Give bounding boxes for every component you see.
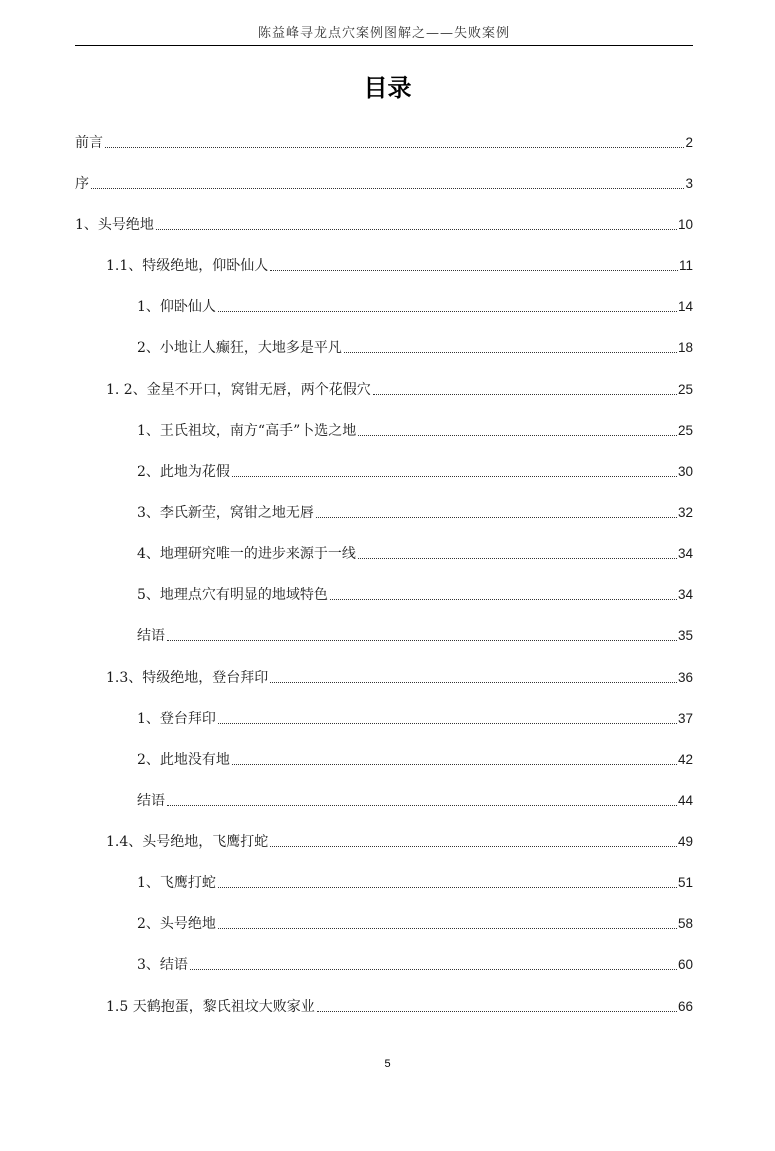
toc-entry-section-1-3[interactable] (106, 665, 693, 687)
toc-entry-label: 4、地理研究唯一的进步来源于一线 (137, 546, 356, 562)
dot-leader (105, 147, 684, 148)
toc-entry-conclusion[interactable] (137, 788, 693, 810)
toc-entry-page: 58 (677, 916, 693, 931)
toc-entry-subsection[interactable] (137, 706, 693, 728)
dot-leader (218, 887, 677, 888)
page-number: 5 (384, 1058, 391, 1070)
dot-leader (156, 229, 677, 230)
dot-leader (317, 1011, 677, 1012)
toc-entry-subsection[interactable] (137, 952, 693, 974)
toc-entry-subsection[interactable] (137, 582, 693, 604)
toc-entry-page: 35 (677, 628, 693, 643)
toc-entry-page: 2 (685, 135, 693, 150)
toc-entry-section-1-2[interactable] (106, 377, 693, 399)
toc-entry-label: 2、此地没有地 (137, 752, 230, 768)
toc-entry-section-1-4[interactable] (106, 829, 693, 851)
toc-entry-label: 1.4、头号绝地，飞鹰打蛇 (106, 834, 269, 850)
dot-leader (218, 928, 677, 929)
dot-leader (167, 805, 677, 806)
dot-leader (270, 846, 677, 847)
toc-entry-page: 66 (677, 999, 693, 1014)
toc-entry-label: 3、结语 (137, 957, 188, 973)
toc-entry-page: 11 (678, 258, 693, 273)
dot-leader (358, 558, 677, 559)
dot-leader (270, 682, 677, 683)
toc-entry-label: 结语 (137, 793, 165, 809)
toc-entry-page: 10 (677, 217, 693, 232)
toc-entry-page: 32 (677, 505, 693, 520)
dot-leader (316, 517, 677, 518)
toc-entry-page: 25 (677, 423, 693, 438)
toc-entry-conclusion[interactable] (137, 623, 693, 645)
toc-entry-label: 1、王氏祖坟，南方“高手”卜选之地 (137, 423, 357, 439)
toc-entry-subsection[interactable] (137, 459, 693, 481)
toc-entry-chapter-1[interactable] (75, 212, 693, 234)
toc-entry-page: 42 (677, 752, 693, 767)
dot-leader (358, 435, 677, 436)
toc-entry-foreword[interactable] (75, 171, 693, 193)
toc-entry-page: 3 (685, 176, 693, 191)
toc-entry-label: 序 (75, 176, 89, 192)
dot-leader (232, 764, 677, 765)
toc-entry-label: 5、地理点穴有明显的地域特色 (137, 587, 328, 603)
toc-entry-page: 37 (677, 711, 693, 726)
toc-entry-label: 结语 (137, 628, 165, 644)
toc-entry-label: 3、李氏新茔，窝钳之地无唇 (137, 505, 314, 521)
toc-title: 目录 (363, 74, 412, 102)
running-header: 陈益峰寻龙点穴案例图解之——失败案例 (257, 26, 510, 41)
toc-entry-page: 44 (677, 793, 693, 808)
dot-leader (330, 599, 677, 600)
toc-entry-label: 1、仰卧仙人 (137, 299, 216, 315)
toc-entry-page: 14 (677, 299, 693, 314)
toc-entry-page: 18 (677, 340, 693, 355)
toc-entry-page: 36 (677, 670, 693, 685)
toc-entry-subsection[interactable] (137, 870, 693, 892)
dot-leader (190, 969, 677, 970)
toc-entry-label: 前言 (75, 135, 103, 151)
toc-entry-label: 1.5 天鹤抱蛋，黎氏祖坟大败家业 (106, 999, 315, 1015)
toc-entry-page: 49 (677, 834, 693, 849)
dot-leader (270, 270, 678, 271)
toc-entry-page: 60 (677, 957, 693, 972)
toc-entry-page: 25 (677, 382, 693, 397)
toc-entry-section-1-1[interactable] (106, 253, 693, 275)
toc-entry-section-1-5[interactable] (106, 994, 693, 1016)
toc-entry-label: 1、头号绝地 (75, 217, 154, 233)
toc-entry-subsection[interactable] (137, 541, 693, 563)
dot-leader (218, 723, 677, 724)
toc-entry-label: 1、登台拜印 (137, 711, 216, 727)
toc-entry-label: 2、小地让人癫狂，大地多是平凡 (137, 340, 342, 356)
toc-entry-preface[interactable] (75, 130, 693, 152)
toc-entry-subsection[interactable] (137, 294, 693, 316)
toc-entry-page: 34 (677, 587, 693, 602)
dot-leader (167, 640, 677, 641)
toc-entry-label: 1.3、特级绝地，登台拜印 (106, 670, 269, 686)
toc-entry-label: 2、头号绝地 (137, 916, 216, 932)
toc-entry-label: 1.1、特级绝地，仰卧仙人 (106, 258, 269, 274)
header-rule (75, 45, 693, 46)
toc-entry-label: 2、此地为花假 (137, 464, 230, 480)
toc-entry-label: 1、飞鹰打蛇 (137, 875, 216, 891)
dot-leader (232, 476, 677, 477)
toc-entry-subsection[interactable] (137, 335, 693, 357)
dot-leader (91, 188, 684, 189)
toc-entry-page: 51 (677, 875, 693, 890)
toc-entry-subsection[interactable] (137, 500, 693, 522)
toc-entry-subsection[interactable] (137, 747, 693, 769)
dot-leader (218, 311, 677, 312)
toc-entry-page: 30 (677, 464, 693, 479)
toc-entry-subsection[interactable] (137, 418, 693, 440)
dot-leader (344, 352, 677, 353)
toc-entry-label: 1. 2、金星不开口，窝钳无唇，两个花假穴 (106, 382, 371, 398)
toc-entry-subsection[interactable] (137, 911, 693, 933)
dot-leader (373, 394, 677, 395)
toc-entry-page: 34 (677, 546, 693, 561)
